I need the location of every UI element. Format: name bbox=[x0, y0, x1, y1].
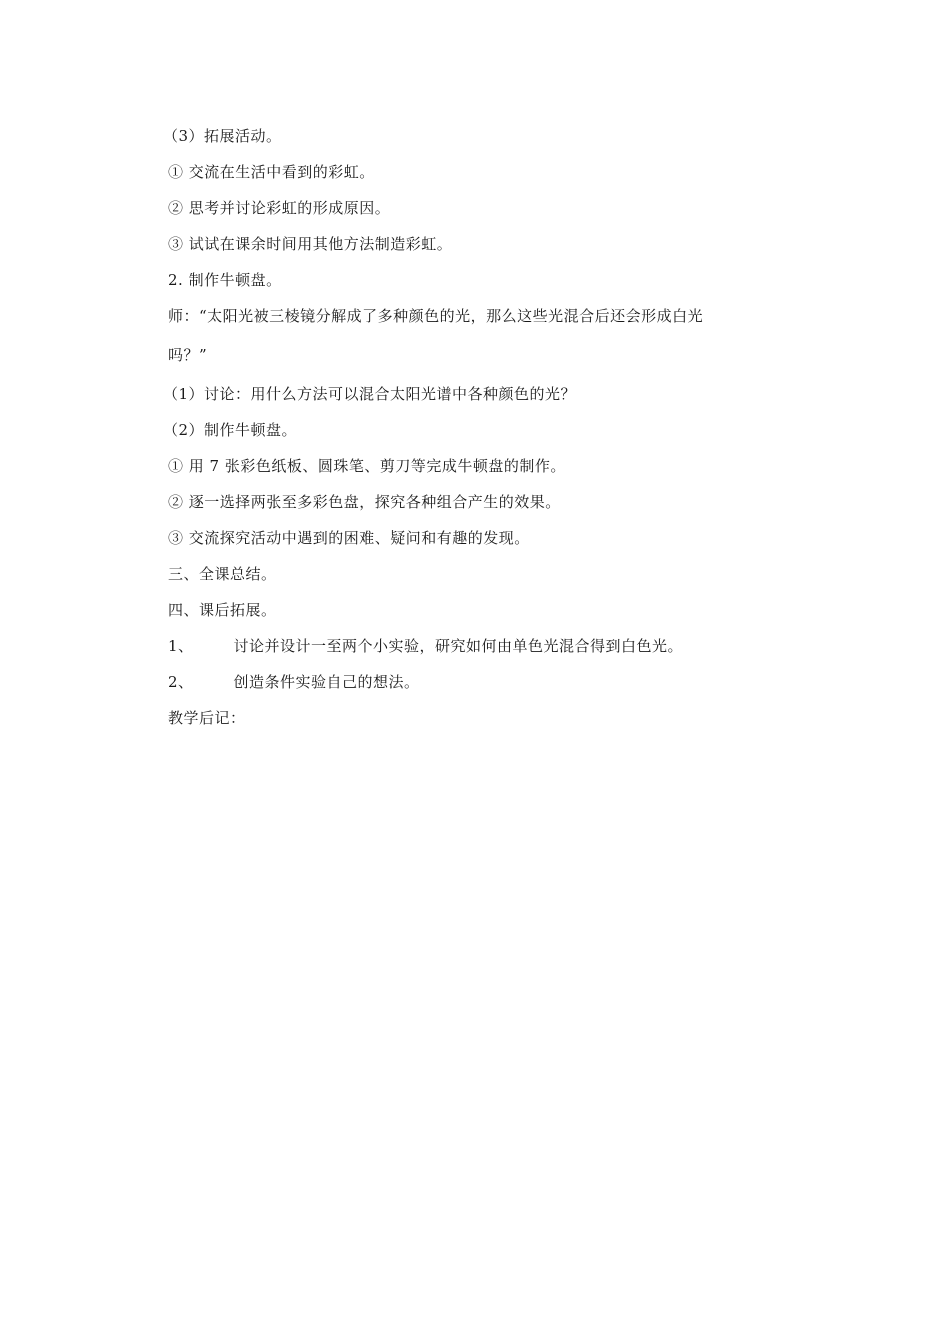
activity-item-1: ① 交流在生活中看到的彩虹。 bbox=[168, 163, 375, 181]
teacher-quote-line-1: 师：“太阳光被三棱镜分解成了多种颜色的光，那么这些光混合后还会形成白光 bbox=[168, 307, 704, 325]
activity-item-2: ② 思考并讨论彩虹的形成原因。 bbox=[168, 199, 391, 217]
discussion-heading: （1）讨论：用什么方法可以混合太阳光谱中各种颜色的光？ bbox=[163, 385, 577, 403]
extension-list-item-1 bbox=[168, 636, 683, 656]
activity-heading: （3）拓展活动。 bbox=[163, 127, 282, 145]
teaching-notes-label: 教学后记： bbox=[168, 709, 246, 727]
list-number: 1、 bbox=[168, 637, 194, 655]
list-number: 2、 bbox=[168, 673, 194, 691]
make-disk-item-2: ② 逐一选择两张至多彩色盘，探究各种组合产生的效果。 bbox=[168, 493, 561, 511]
list-text: 讨论并设计一至两个小实验，研究如何由单色光混合得到白色光。 bbox=[233, 637, 684, 655]
make-disk-item-3: ③ 交流探究活动中遇到的困难、疑问和有趣的发现。 bbox=[168, 529, 530, 547]
section-heading-newton-disk: 2. 制作牛顿盘。 bbox=[168, 271, 282, 289]
make-disk-heading: （2）制作牛顿盘。 bbox=[163, 421, 298, 439]
teacher-quote-line-2: 吗？” bbox=[168, 346, 208, 364]
summary-heading: 三、全课总结。 bbox=[168, 565, 277, 583]
list-text: 创造条件实验自己的想法。 bbox=[233, 673, 420, 691]
extension-list-item-2 bbox=[168, 672, 420, 692]
activity-item-3: ③ 试试在课余时间用其他方法制造彩虹。 bbox=[168, 235, 453, 253]
extension-heading: 四、课后拓展。 bbox=[168, 601, 277, 619]
make-disk-item-1: ① 用 7 张彩色纸板、圆珠笔、剪刀等完成牛顿盘的制作。 bbox=[168, 457, 566, 475]
